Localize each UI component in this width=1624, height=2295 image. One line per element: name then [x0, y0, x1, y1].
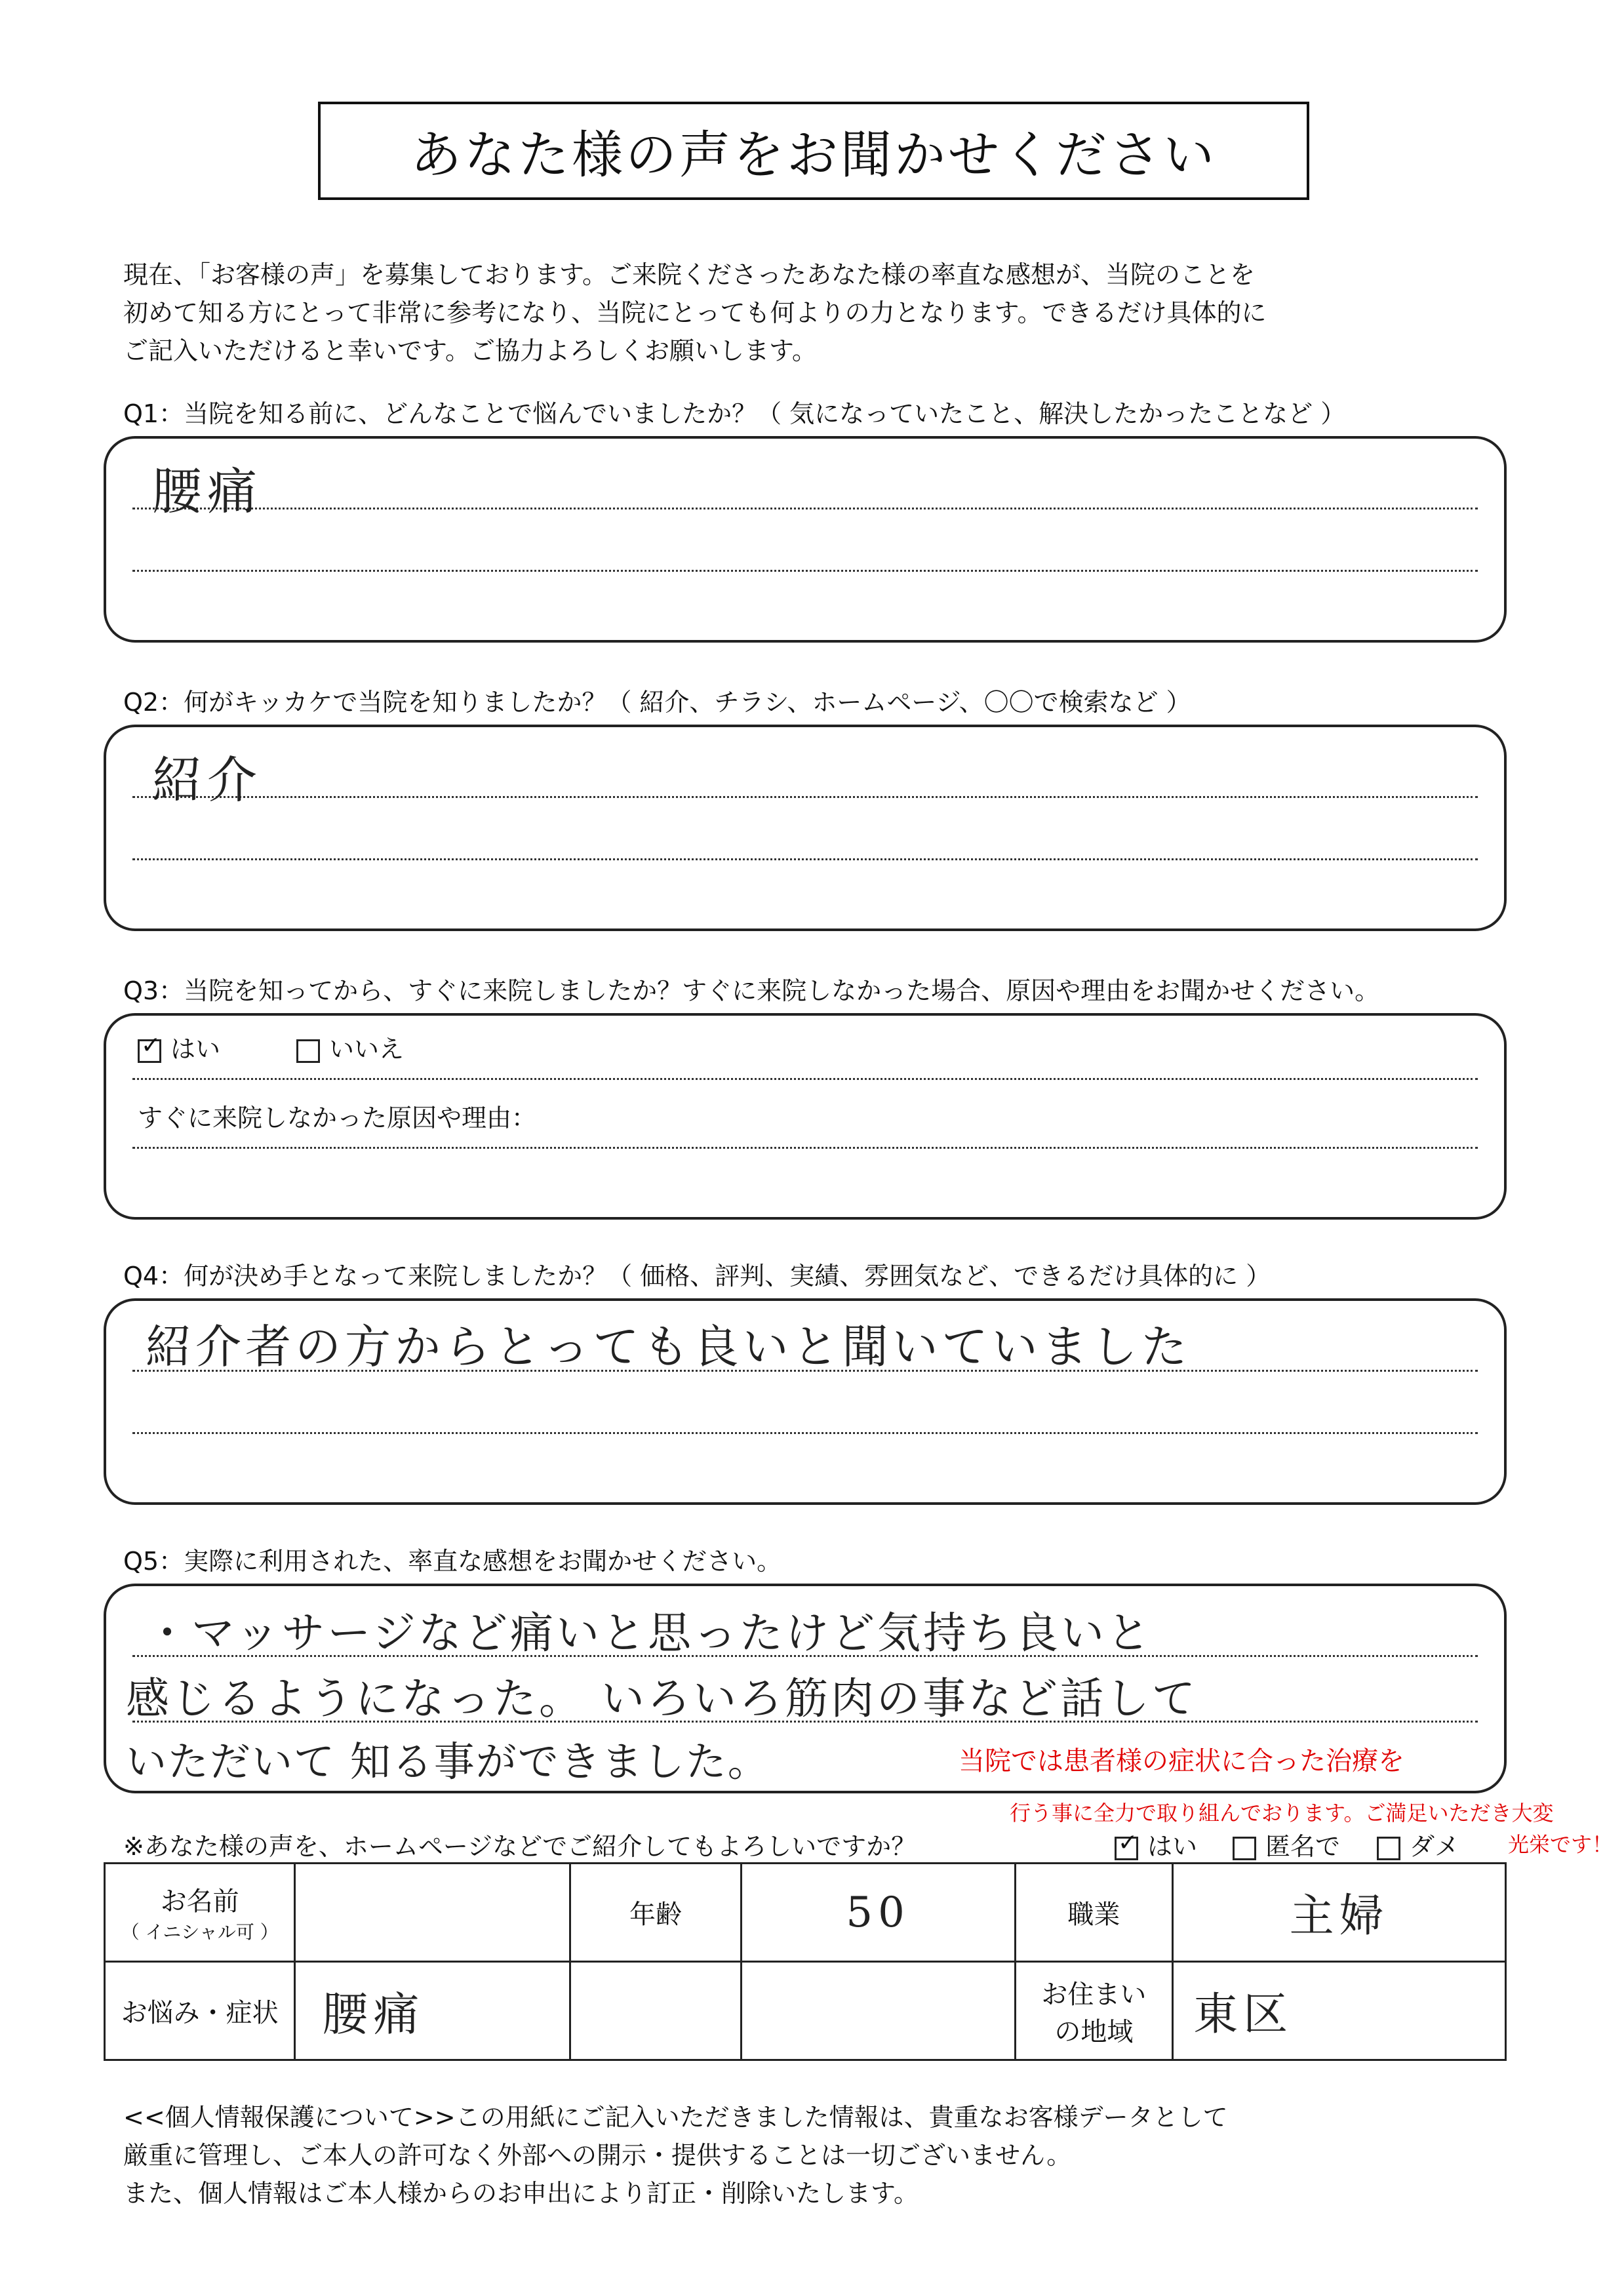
- q4-answer: 紹介者の方からとっても良いと聞いていました: [146, 1320, 1191, 1374]
- symptom-value-cell[interactable]: [295, 1962, 570, 2060]
- page-title: あなた様の声をお聞かせください: [318, 102, 1309, 200]
- q3-yes-label: はい: [170, 1035, 221, 1064]
- consent-option-anon[interactable]: [1233, 1826, 1340, 1862]
- name-value-cell[interactable]: [295, 1864, 570, 1962]
- q1-label: Q1：当院を知る前に、どんなことで悩んでいましたか？（ 気になっていたこと、解決したかったことなど ）: [123, 399, 1346, 428]
- checkbox-checked-icon[interactable]: [1115, 1837, 1138, 1860]
- area-value: 東区: [1193, 1989, 1294, 2041]
- age-value-cell[interactable]: [741, 1864, 1015, 1962]
- intro-line: ご記入いただけると幸いです。ご協力よろしくお願いします。: [123, 336, 817, 365]
- consent-anon-label: 匿名で: [1265, 1832, 1341, 1861]
- q2-answer-box[interactable]: [104, 725, 1507, 931]
- area-label: お住まい: [1041, 1979, 1147, 2010]
- age-label: 年齢: [570, 1864, 741, 1962]
- area-value-cell[interactable]: [1173, 1962, 1506, 2060]
- name-label: お名前: [160, 1886, 239, 1917]
- q2-answer: 紹介: [152, 751, 262, 809]
- q3-answer-box[interactable]: [104, 1013, 1507, 1220]
- job-value: 主婦: [1289, 1890, 1389, 1942]
- area-label: の地域: [1054, 2016, 1134, 2047]
- q4-answer-box[interactable]: [104, 1298, 1507, 1505]
- symptom-value: 腰痛: [322, 1987, 425, 2041]
- privacy-line: <<個人情報保護について>>この用紙にご記入いただきました情報は、貴重なお客様データとして: [123, 2103, 1228, 2132]
- staff-reply-line: 光栄です！: [1508, 1832, 1614, 1857]
- consent-no-label: ダメ: [1410, 1832, 1460, 1861]
- age-value: 50: [846, 1888, 910, 1937]
- job-value-cell[interactable]: [1173, 1864, 1506, 1962]
- consent-yes-label: はい: [1147, 1832, 1198, 1861]
- privacy-notice: [123, 2098, 1228, 2212]
- checkbox-icon[interactable]: [1233, 1837, 1256, 1860]
- name-sub-label: （ イニシャル可 ）: [121, 1921, 279, 1943]
- q5-label: Q5：実際に利用された、率直な感想をお聞かせください。: [123, 1547, 782, 1576]
- name-label-cell: [105, 1864, 295, 1962]
- empty-cell: [741, 1962, 1015, 2060]
- q3-label: Q3：当院を知ってから、すぐに来院しましたか？すぐに来院しなかった場合、原因や理由をお聞かせください。: [123, 976, 1380, 1005]
- job-label: 職業: [1015, 1864, 1173, 1962]
- consent-option-yes[interactable]: [1115, 1826, 1197, 1862]
- consent-label: ※あなた様の声を、ホームページなどでご紹介してもよろしいですか？: [123, 1832, 917, 1861]
- q5-answer-line: ・マッサージなど痛いと思ったけど気持ち良いと: [146, 1608, 1153, 1658]
- symptom-label: お悩み・症状: [105, 1962, 295, 2060]
- intro-text: [123, 256, 1467, 370]
- intro-line: 初めて知る方にとって非常に参考になり、当院にとっても何よりの力となります。できるだけ具体的に: [123, 298, 1267, 327]
- staff-reply-line: 行う事に全力で取り組んでおります。ご満足いただき大変: [1010, 1801, 1554, 1826]
- intro-line: 現在、「お客様の声」を募集しております。ご来院くださったあなた様の率直な感想が、当院のことを: [123, 260, 1255, 289]
- q1-answer: 腰痛: [152, 462, 262, 521]
- q3-no-label: いいえ: [329, 1035, 405, 1064]
- q5-answer-line: 感じるようになった。 いろいろ筋肉の事など話して: [126, 1673, 1198, 1724]
- q4-label: Q4：何が決め手となって来院しましたか？（ 価格、評判、実績、雰囲気など、できるだけ具体的に ）: [123, 1262, 1271, 1290]
- q3-reason-label: すぐに来院しなかった原因や理由：: [138, 1104, 537, 1132]
- q5-answer-box[interactable]: [104, 1584, 1507, 1793]
- empty-cell: [570, 1962, 741, 2060]
- privacy-line: 厳重に管理し、ご本人の許可なく外部への開示・提供することは一切ございません。: [123, 2141, 1072, 2170]
- privacy-line: また、個人情報はご本人様からのお申出により訂正・削除いたします。: [123, 2179, 919, 2208]
- q1-answer-box[interactable]: [104, 436, 1507, 643]
- staff-reply-line: 当院では患者様の症状に合った治療を: [959, 1746, 1404, 1776]
- q5-answer-line: いただいて 知る事ができました。: [126, 1738, 770, 1786]
- checkbox-checked-icon[interactable]: [138, 1039, 161, 1063]
- q3-no-option[interactable]: [296, 1029, 404, 1065]
- area-label-cell: [1015, 1962, 1173, 2060]
- checkbox-icon[interactable]: [1377, 1837, 1400, 1860]
- checkbox-icon[interactable]: [296, 1039, 320, 1063]
- info-table: [104, 1862, 1507, 2061]
- consent-option-no[interactable]: [1377, 1826, 1459, 1862]
- q3-yes-option[interactable]: [138, 1029, 220, 1065]
- q2-label: Q2：何がキッカケで当院を知りましたか？（ 紹介、チラシ、ホームページ、〇〇で検索など ）: [123, 688, 1191, 717]
